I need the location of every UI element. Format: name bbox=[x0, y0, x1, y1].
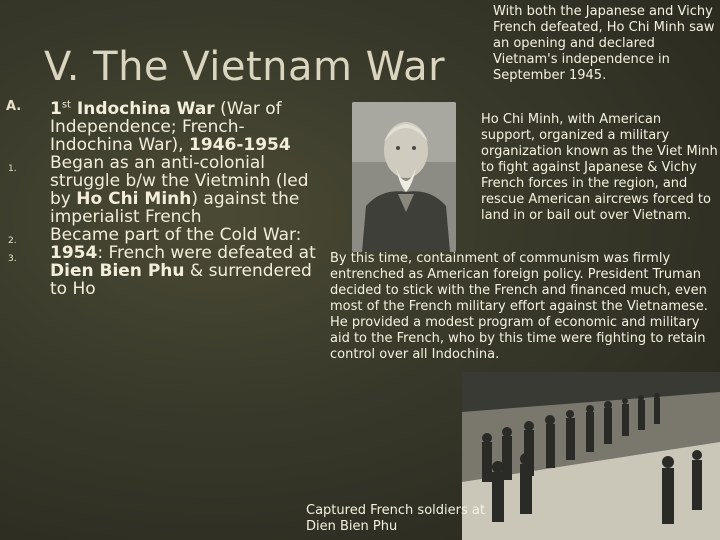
outline-item-a bbox=[6, 96, 316, 154]
outline-item-2 bbox=[6, 226, 316, 244]
outline-text-part: Began as an anti-colonial struggle b/w the Vietminh (led by bbox=[50, 152, 309, 209]
outline-text-part: 1954 bbox=[50, 242, 98, 263]
outline-text-part: Dien Bien Phu bbox=[50, 260, 185, 281]
outline-marker: 1. bbox=[8, 163, 17, 174]
outline-text-part: 1946-1954 bbox=[189, 134, 291, 155]
outline-item-3 bbox=[6, 244, 316, 298]
outline-text-part: : French were defeated at bbox=[97, 242, 316, 263]
containment-paragraph: By this time, containment of communism was firmly entrenched as American foreign policy. President Truman decided to stick with the French and financed much, even most of the French military effort against the Vietnamese. He provided a modest program of economic and military aid to the French, who by this time were fighting to retain control over all Indochina. bbox=[330, 251, 708, 362]
outline-text-part: & surrendered to Ho bbox=[50, 260, 312, 299]
ho-chi-minh-portrait bbox=[352, 102, 456, 252]
outline-text-part: st bbox=[61, 99, 71, 110]
outline-text-part: ) against the imperialist French bbox=[50, 188, 300, 227]
outline-text bbox=[50, 243, 316, 299]
outline-text bbox=[50, 99, 291, 155]
outline-marker: 2. bbox=[8, 235, 17, 246]
outline-text-part: Became part of the Cold War: bbox=[50, 224, 302, 245]
outline-marker: A. bbox=[6, 99, 22, 114]
outline-text bbox=[50, 153, 309, 227]
outline-text-part: 1 bbox=[50, 98, 62, 119]
independence-paragraph: With both the Japanese and Vichy French defeated, Ho Chi Minh saw an opening and declared Vietnam's independence in September 1945. bbox=[493, 4, 715, 83]
outline-marker: 3. bbox=[8, 253, 17, 264]
outline-text bbox=[50, 225, 301, 245]
outline-list bbox=[6, 96, 316, 298]
outline-text-part: Ho Chi Minh bbox=[76, 188, 192, 209]
outline-text-part: (War of Independence; French-Indochina War), bbox=[50, 98, 282, 155]
portrait-illustration bbox=[352, 102, 456, 252]
viet-minh-paragraph: Ho Chi Minh, with American support, organized a military organization known as the Viet Minh to fight against Japanese & Vichy French forces in the region, and rescue American aircrews forced to land in or bail out over Vietnam. bbox=[481, 112, 718, 223]
outline-text-part: Indochina War bbox=[70, 98, 215, 119]
slide-title: V. The Vietnam War bbox=[44, 44, 446, 90]
photo-caption: Captured French soldiers at Dien Bien Phu bbox=[306, 503, 485, 534]
outline-item-1 bbox=[6, 154, 316, 226]
